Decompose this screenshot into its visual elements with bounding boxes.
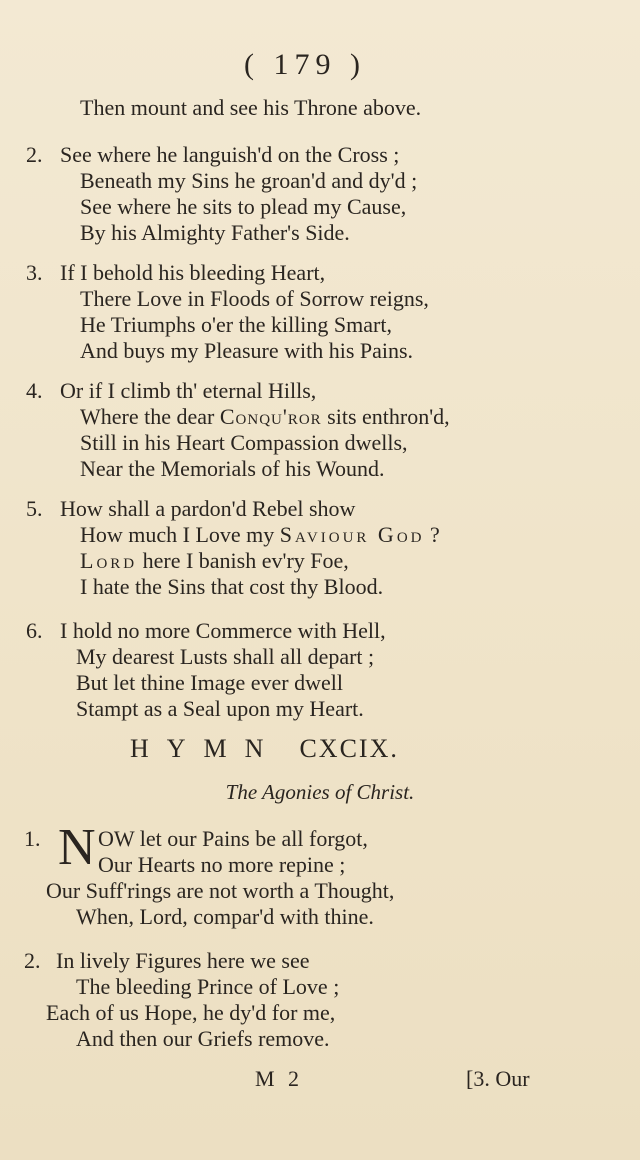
verse-line: My dearest Lusts shall all depart ; bbox=[76, 644, 375, 669]
verse-line: Lord here I banish ev'ry Foe, bbox=[80, 548, 349, 573]
verse-line: Near the Memorials of his Wound. bbox=[80, 456, 385, 481]
hymn-heading: HYMN CXCIX. bbox=[130, 734, 399, 763]
drop-cap: N bbox=[58, 819, 96, 876]
stanza-number: 6. bbox=[26, 618, 43, 643]
verse-line: Where the dear Conqu'ror sits enthron'd, bbox=[80, 404, 450, 429]
verse-line: Or if I climb th' eternal Hills, bbox=[60, 378, 317, 403]
stanza-number: 4. bbox=[26, 378, 43, 403]
carry-over-line: Then mount and see his Throne above. bbox=[80, 95, 422, 120]
verse-line: If I behold his bleeding Heart, bbox=[60, 260, 326, 285]
catchword: [3. Our bbox=[466, 1066, 530, 1091]
stanza-number: 2. bbox=[26, 142, 43, 167]
verse-line: I hold no more Commerce with Hell, bbox=[60, 618, 386, 643]
verse-line: How shall a pardon'd Rebel show bbox=[60, 496, 356, 521]
verse-line: When, Lord, compar'd with thine. bbox=[76, 904, 374, 929]
signature-mark: M 2 bbox=[255, 1066, 304, 1091]
verse-line: Stampt as a Seal upon my Heart. bbox=[76, 696, 364, 721]
verse-line: Each of us Hope, he dy'd for me, bbox=[46, 1000, 336, 1025]
verse-line: By his Almighty Father's Side. bbox=[80, 220, 350, 245]
verse-line: And buys my Pleasure with his Pains. bbox=[80, 338, 414, 363]
verse-line: I hate the Sins that cost thy Blood. bbox=[80, 574, 384, 599]
verse-line: Our Hearts no more repine ; bbox=[98, 852, 346, 877]
verse-line: There Love in Floods of Sorrow reigns, bbox=[80, 286, 429, 311]
verse-line: Our Suff'rings are not worth a Thought, bbox=[46, 878, 395, 903]
hymn-subtitle: The Agonies of Christ. bbox=[225, 780, 415, 804]
stanza-number: 5. bbox=[26, 496, 43, 521]
stanza-number: 3. bbox=[26, 260, 43, 285]
verse-line: See where he sits to plead my Cause, bbox=[80, 194, 407, 219]
verse-line: See where he languish'd on the Cross ; bbox=[60, 142, 400, 167]
verse-line: How much I Love my Saviour God ? bbox=[80, 522, 440, 547]
stanza-number: 2. bbox=[24, 948, 41, 973]
page-number: ( 179 ) bbox=[244, 48, 366, 81]
verse-line: Still in his Heart Compassion dwells, bbox=[80, 430, 408, 455]
stanza-number: 1. bbox=[24, 826, 41, 851]
verse-line: OW let our Pains be all forgot, bbox=[98, 826, 368, 851]
verse-line: But let thine Image ever dwell bbox=[76, 670, 343, 695]
verse-line: Beneath my Sins he groan'd and dy'd ; bbox=[80, 168, 418, 193]
verse-line: And then our Griefs remove. bbox=[76, 1026, 330, 1051]
verse-line: He Triumphs o'er the killing Smart, bbox=[80, 312, 392, 337]
verse-line: In lively Figures here we see bbox=[56, 948, 310, 973]
verse-line: The bleeding Prince of Love ; bbox=[76, 974, 340, 999]
